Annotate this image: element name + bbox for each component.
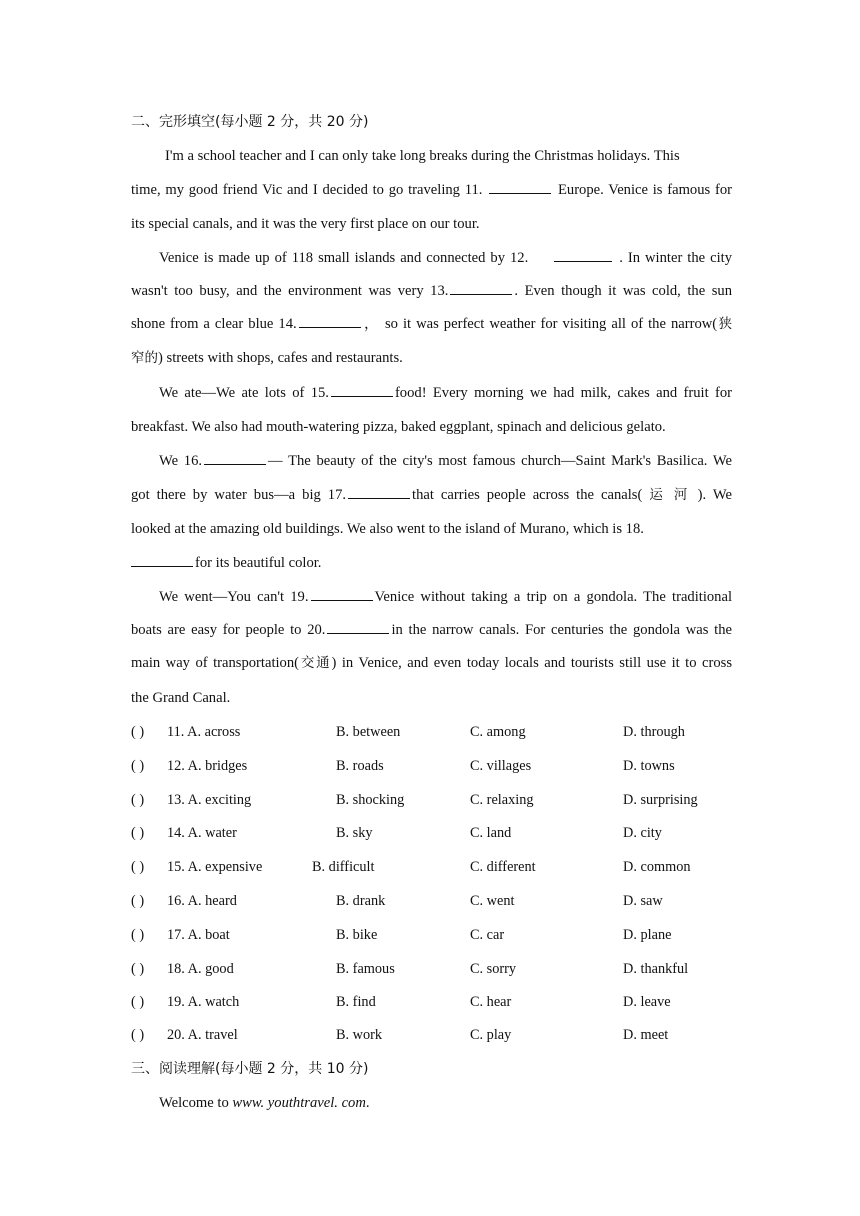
- blank-12: [554, 249, 612, 262]
- answer-box[interactable]: ( ): [131, 893, 145, 909]
- passage-line: looked at the amazing old buildings. We also went to the island of Murano, which is 18.: [131, 521, 644, 537]
- question-row: ( ) 12. A. bridges B. roads C. villages D. towns: [131, 758, 675, 774]
- passage-line: wasn't too busy, and the environment was very 13. . Even though it was cold, the sun: [131, 283, 732, 299]
- blank-14: [299, 315, 361, 328]
- passage-line: shone from a clear blue 14. ， so it was perfect weather for visiting all of the narrow(狭: [131, 316, 733, 332]
- question-row: ( ) 11. A. across B. between C. among D. through: [131, 724, 685, 740]
- blank-20: [327, 621, 389, 634]
- section-2-title: 二、完形填空(每小题 2 分，共 20 分): [131, 114, 369, 130]
- passage-line: time, my good friend Vic and I decided to go traveling 11. Europe. Venice is famous for: [131, 182, 732, 198]
- section-3-title: 三、阅读理解(每小题 2 分，共 10 分): [131, 1061, 369, 1077]
- answer-box[interactable]: ( ): [131, 825, 145, 841]
- passage-line: boats are easy for people to 20. in the narrow canals. For centuries the gondola was the: [131, 622, 733, 638]
- passage-line: got there by water bus—a big 17. that carries people across the canals( 运 河 ). We: [131, 487, 732, 503]
- passage-line: I'm a school teacher and I can only take long breaks during the Christmas holidays. This: [165, 148, 680, 164]
- blank-19: [311, 588, 373, 601]
- passage-line: We ate—We ate lots of 15. food! Every morning we had milk, cakes and fruit for: [159, 385, 732, 401]
- passage-line: We 16. — The beauty of the city's most famous church—Saint Mark's Basilica. We: [159, 453, 732, 469]
- question-row: ( ) 13. A. exciting B. shocking C. relaxing D. surprising: [131, 792, 698, 808]
- question-row: ( ) 17. A. boat B. bike C. car D. plane: [131, 927, 672, 943]
- question-row: ( ) 19. A. watch B. find C. hear D. leave: [131, 994, 671, 1010]
- question-row: ( ) 14. A. water B. sky C. land D. city: [131, 825, 662, 841]
- blank-17: [348, 486, 410, 499]
- blank-11: [489, 181, 551, 194]
- passage-line: breakfast. We also had mouth-watering pizza, baked eggplant, spinach and delicious gelato.: [131, 419, 666, 435]
- welcome-line: Welcome to www. youthtravel. com.: [159, 1095, 370, 1111]
- question-row: ( ) 18. A. good B. famous C. sorry D. thankful: [131, 961, 689, 977]
- answer-box[interactable]: ( ): [131, 927, 145, 943]
- question-row: ( ) 20. A. travel B. work C. play D. meet: [131, 1027, 669, 1043]
- answer-box[interactable]: ( ): [131, 724, 145, 740]
- passage-line: for its beautiful color.: [131, 553, 732, 573]
- passage-line: Venice is made up of 118 small islands and connected by 12. . In winter the city: [159, 250, 732, 266]
- website-link[interactable]: www. youthtravel. com: [232, 1095, 366, 1111]
- blank-18: [131, 554, 193, 567]
- passage-line: its special canals, and it was the very first place on our tour.: [131, 216, 480, 232]
- passage-line: 窄的) streets with shops, cafes and restaurants.: [131, 350, 403, 366]
- answer-box[interactable]: ( ): [131, 994, 145, 1010]
- question-row: ( ) 15. A. expensive B. difficult C. different D. common: [131, 859, 691, 875]
- passage-line: We went—You can't 19. Venice without taking a trip on a gondola. The traditional: [159, 589, 733, 605]
- blank-13: [450, 282, 512, 295]
- blank-16: [204, 452, 266, 465]
- blank-15: [331, 384, 393, 397]
- passage-line: the Grand Canal.: [131, 690, 231, 706]
- question-row: ( ) 16. A. heard B. drank C. went D. saw: [131, 893, 663, 909]
- answer-box[interactable]: ( ): [131, 961, 145, 977]
- passage-line: main way of transportation(交通) in Venice, and even today locals and tourists still use it to cross: [131, 655, 732, 671]
- answer-box[interactable]: ( ): [131, 1027, 145, 1043]
- answer-box[interactable]: ( ): [131, 792, 145, 808]
- answer-box[interactable]: ( ): [131, 859, 145, 875]
- answer-box[interactable]: ( ): [131, 758, 145, 774]
